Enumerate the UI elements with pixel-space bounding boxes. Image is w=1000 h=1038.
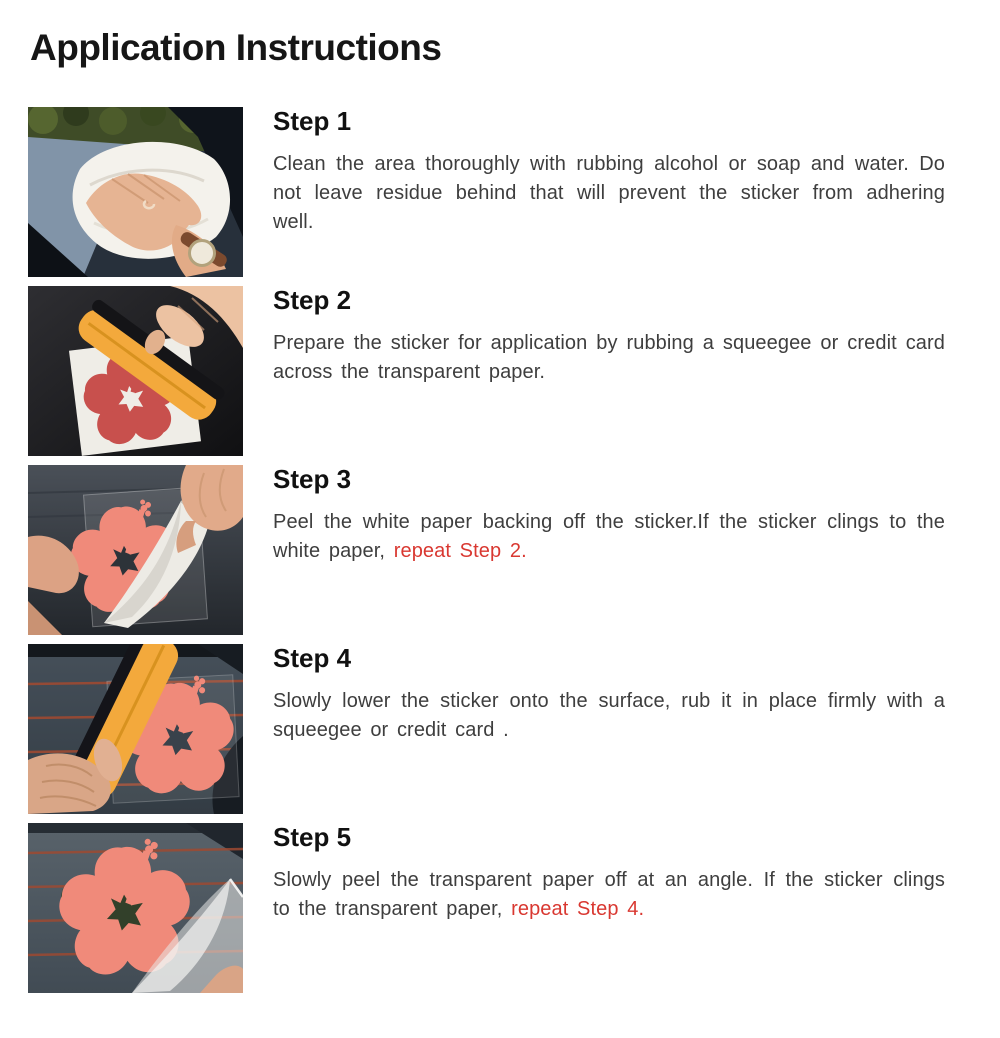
step-1-photo bbox=[28, 107, 243, 277]
step-4-photo bbox=[28, 644, 243, 814]
step-2-text bbox=[273, 286, 945, 456]
step-2-photo bbox=[28, 286, 243, 456]
step-5-body-text: Slowly peel the transparent paper off at an angle. If the sticker clings to the transparent paper, bbox=[273, 868, 945, 920]
step-row-2 bbox=[28, 286, 1000, 456]
step-row-4 bbox=[28, 644, 1000, 814]
step-5-photo bbox=[28, 823, 243, 993]
step-3-body bbox=[273, 508, 945, 566]
step-1-text bbox=[273, 107, 945, 277]
peeling-backing-photo bbox=[28, 465, 243, 635]
step-4-body bbox=[273, 687, 945, 745]
step-4-text bbox=[273, 644, 945, 814]
step-2-body bbox=[273, 329, 945, 387]
step-2-body-text: Prepare the sticker for application by rubbing a squeegee or credit card across the transparent paper. bbox=[273, 331, 945, 383]
step-1-body-text: Clean the area thoroughly with rubbing alcohol or soap and water. Do not leave residue behind that will prevent the sticker from adhering well. bbox=[273, 152, 945, 233]
step-4-heading: Step 4 bbox=[273, 642, 352, 673]
peeling-transparent-paper-photo bbox=[28, 823, 243, 993]
cleaning-window-photo bbox=[28, 107, 243, 277]
step-5-body bbox=[273, 866, 945, 924]
step-1-body bbox=[273, 150, 945, 237]
step-3-text bbox=[273, 465, 945, 635]
step-1-heading: Step 1 bbox=[273, 105, 352, 136]
step-row-3 bbox=[28, 465, 1000, 635]
step-row-5 bbox=[28, 823, 1000, 993]
step-4-body-text: Slowly lower the sticker onto the surface, rub it in place firmly with a squeegee or credit card . bbox=[273, 689, 945, 741]
squeegee-on-paper-photo bbox=[28, 286, 243, 456]
step-3-heading: Step 3 bbox=[273, 463, 352, 494]
step-3-body-text: Peel the white paper backing off the sticker.If the sticker clings to the white paper, bbox=[273, 510, 945, 562]
step-5-repeat-link[interactable]: repeat Step 4. bbox=[511, 897, 645, 920]
step-3-repeat-link[interactable]: repeat Step 2. bbox=[393, 539, 527, 562]
applying-sticker-photo bbox=[28, 644, 243, 814]
step-5-text bbox=[273, 823, 945, 993]
step-3-photo bbox=[28, 465, 243, 635]
page-title: Application Instructions bbox=[30, 27, 442, 68]
step-5-heading: Step 5 bbox=[273, 821, 352, 852]
step-2-heading: Step 2 bbox=[273, 284, 352, 315]
step-row-1 bbox=[28, 107, 1000, 277]
